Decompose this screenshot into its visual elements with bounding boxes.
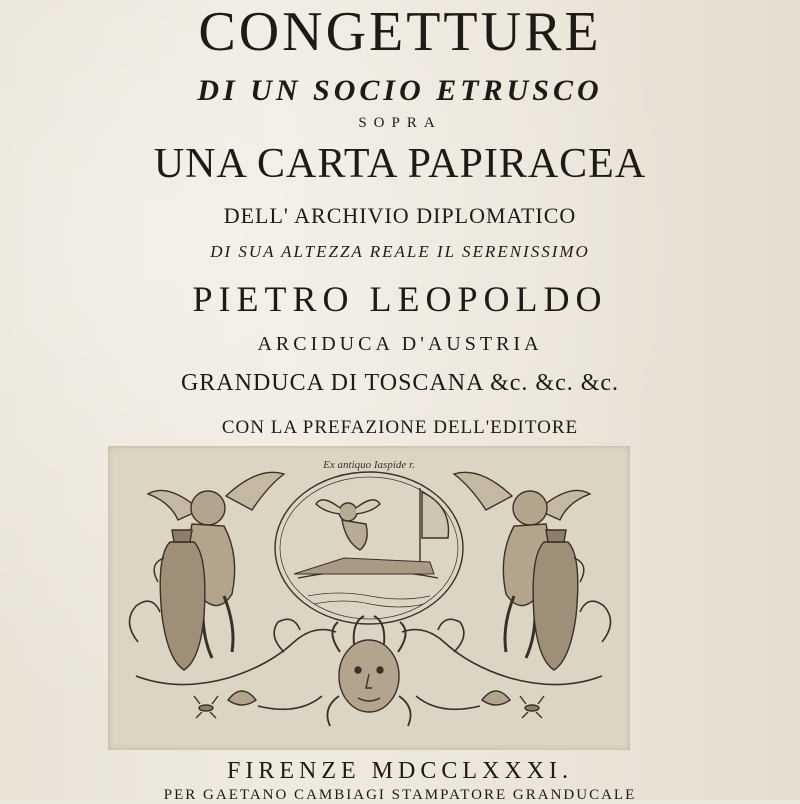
subtitle-dedication: DI SUA ALTEZZA REALE IL SERENISSIMO xyxy=(210,242,590,261)
dedicatee-name: PIETRO LEOPOLDO xyxy=(192,279,608,319)
main-title: CONGETTURE xyxy=(198,1,602,63)
preface-note: CON LA PREFAZIONE DELL'EDITORE xyxy=(221,417,579,438)
left-insect-icon xyxy=(194,696,218,718)
left-amphora-icon xyxy=(154,530,205,670)
dedicatee-title-2: GRANDUCA DI TOSCANA &c. &c. &c. xyxy=(180,370,620,396)
imprint-printer: PER GAETANO CAMBIAGI STAMPATORE GRANDUCALE xyxy=(163,787,637,803)
subtitle-author: DI UN SOCIO ETRUSCO xyxy=(197,74,603,107)
subtitle-subject: UNA CARTA PAPIRACEA xyxy=(153,141,647,187)
dedicatee-title-1: ARCIDUCA D'AUSTRIA xyxy=(257,333,543,355)
right-insect-icon xyxy=(520,696,544,718)
cupid-ship-icon xyxy=(294,488,448,607)
vignette-inscription: Ex antiquo Iaspide r. xyxy=(323,459,415,471)
right-shell-icon xyxy=(482,691,510,705)
right-amphora-icon xyxy=(533,530,584,670)
vignette-illustration xyxy=(108,446,630,750)
medallion-icon xyxy=(275,472,463,624)
subtitle-sopra: SOPRA xyxy=(358,115,442,131)
subtitle-archive: DELL' ARCHIVIO DIPLOMATICO xyxy=(223,203,577,228)
imprint-place-date: FIRENZE MDCCLXXXI. xyxy=(227,758,573,784)
engraved-vignette xyxy=(108,446,630,750)
left-shell-icon xyxy=(228,691,256,705)
medusa-mask-icon xyxy=(327,616,410,726)
